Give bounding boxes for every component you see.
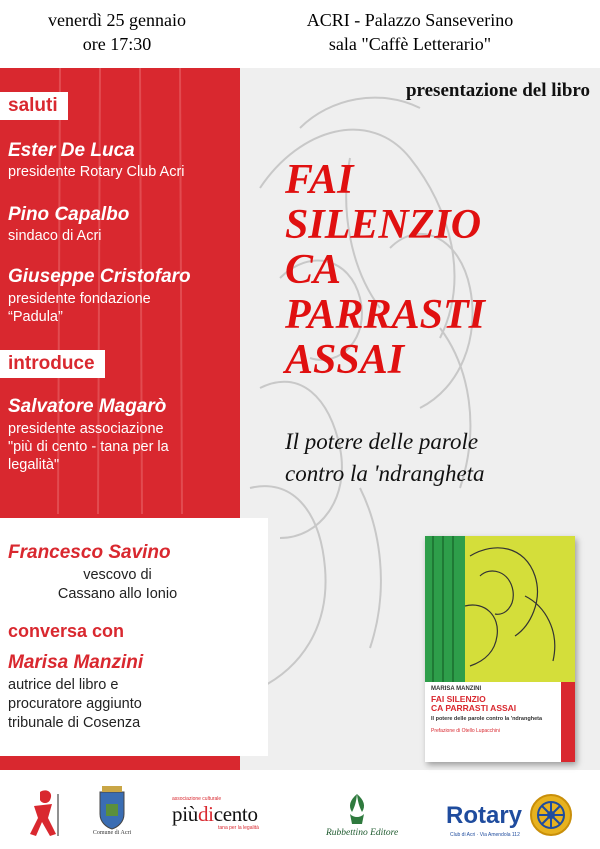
speaker-role: legalità" bbox=[8, 457, 60, 473]
speaker-role: presidente associazione bbox=[8, 421, 164, 437]
title-line: FAI bbox=[285, 157, 354, 203]
book-cover-preface: Prefazione di Otello Lupacchini bbox=[431, 728, 500, 734]
event-room: sala "Caffè Letterario" bbox=[328, 34, 492, 54]
speaker-name: Giuseppe Cristofaro bbox=[8, 266, 191, 287]
rotary-address: Club di Acri · Via Amendola 112 bbox=[450, 832, 520, 838]
speakers-panel bbox=[0, 68, 240, 514]
event-datetime bbox=[32, 8, 202, 56]
book-title-heading bbox=[285, 158, 595, 383]
book-author: MARISA MANZINI bbox=[431, 686, 482, 692]
event-time: ore 17:30 bbox=[82, 34, 152, 54]
sponsor-logos bbox=[0, 778, 600, 849]
conversa-con-label: conversa con bbox=[8, 621, 125, 641]
figure-logo bbox=[28, 788, 62, 840]
book-cover-band bbox=[425, 682, 575, 762]
event-place: ACRI - Palazzo Sanseverino bbox=[306, 10, 514, 30]
book-cover-title bbox=[431, 695, 516, 713]
speaker-name: Salvatore Magarò bbox=[8, 396, 167, 417]
speaker-name: Marisa Manzini bbox=[8, 652, 144, 673]
comune-label: Comune di Acri bbox=[92, 830, 132, 836]
coat-of-arms-logo bbox=[96, 784, 128, 830]
speaker-name: Pino Capalbo bbox=[8, 204, 130, 225]
book-cover-subtitle: Il potere delle parole contro la 'ndrangheta bbox=[431, 716, 543, 722]
speaker-role: vescovo di bbox=[83, 567, 152, 583]
book-subtitle-heading bbox=[285, 426, 585, 490]
rubbettino-icon bbox=[342, 792, 372, 826]
piudicento-tagline-top: associazione culturale bbox=[172, 796, 222, 802]
title-line: PARRASTI bbox=[285, 292, 485, 338]
book-spine bbox=[561, 682, 575, 762]
speaker-role: “Padula” bbox=[8, 309, 63, 325]
book-cover-art bbox=[425, 536, 575, 682]
speaker-role: autrice del libro e bbox=[8, 677, 119, 693]
subtitle-line: contro la 'ndrangheta bbox=[285, 461, 485, 486]
piudicento-tagline: tana per la legalità bbox=[218, 825, 259, 831]
speaker-role: Cassano allo Ionio bbox=[57, 586, 178, 602]
piudicento-hl: di bbox=[197, 802, 214, 826]
speaker-name: Francesco Savino bbox=[8, 542, 171, 563]
book-cover-image bbox=[425, 536, 575, 762]
title-line: ASSAI bbox=[285, 337, 405, 383]
title-line: CA bbox=[285, 247, 342, 293]
piudicento-post: cento bbox=[213, 802, 258, 826]
introduce-label: introduce bbox=[0, 350, 105, 378]
speaker-role: presidente fondazione bbox=[8, 291, 151, 307]
speaker-name: Ester De Luca bbox=[8, 140, 135, 161]
piudicento-logo bbox=[172, 802, 258, 827]
speaker-role: tribunale di Cosenza bbox=[8, 715, 141, 731]
piudicento-pre: più bbox=[172, 802, 198, 826]
saluti-label: saluti bbox=[0, 92, 68, 120]
title-line: SILENZIO bbox=[285, 202, 482, 248]
book-cover-title-line: CA PARRASTI ASSAI bbox=[431, 703, 517, 713]
presentation-label: presentazione del libro bbox=[405, 80, 590, 101]
conversation-box bbox=[0, 518, 268, 756]
rubbettino-logo: Rubbettino Editore bbox=[326, 828, 399, 838]
event-location bbox=[240, 8, 580, 56]
speaker-role: sindaco di Acri bbox=[8, 228, 102, 244]
speaker-role: presidente Rotary Club Acri bbox=[8, 164, 185, 180]
book-cover-title-line: FAI SILENZIO bbox=[431, 694, 486, 704]
speaker-role: procuratore aggiunto bbox=[8, 696, 142, 712]
rotary-wheel-icon bbox=[528, 792, 574, 838]
subtitle-line: Il potere delle parole bbox=[285, 429, 479, 454]
speaker-role: "più di cento - tana per la bbox=[8, 439, 169, 455]
rotary-logo: Rotary bbox=[446, 802, 523, 829]
event-date: venerdì 25 gennaio bbox=[48, 10, 186, 30]
